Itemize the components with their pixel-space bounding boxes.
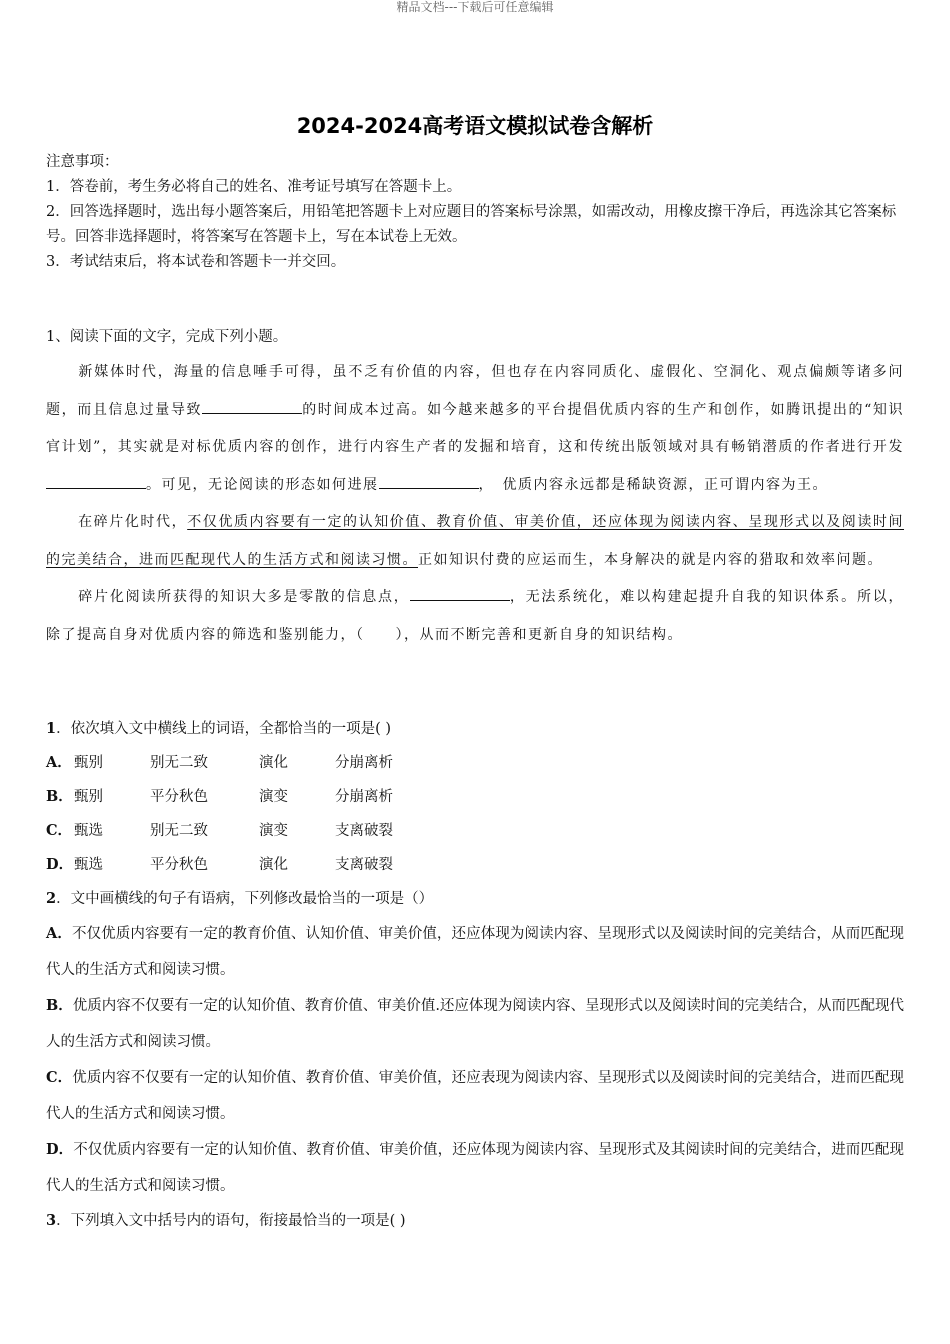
option-word: 甄别 (74, 789, 103, 805)
option-word: 平分秋色 (150, 857, 208, 873)
option-text: 优质内容不仅要有一定的认知价值、教育价值、审美价值，还应表现为阅读内容、呈现形式以及阅读时间的完美结合，进而匹配现代人的生活方式和阅读习惯。 (46, 1070, 904, 1122)
option-word: 演化 (259, 755, 288, 771)
question-3-stem (46, 1204, 904, 1238)
option-word: 甄选 (74, 823, 103, 839)
option-word: 别无二致 (150, 755, 208, 771)
question-1-option-a[interactable] (46, 746, 904, 780)
option-label: C． (46, 1069, 73, 1086)
notice-section (46, 150, 906, 275)
question-number: 1 (46, 720, 57, 737)
notice-item: 1．答卷前，考生务必将自己的姓名、准考证号填写在答题卡上。 (46, 179, 462, 195)
option-word: 支离破裂 (335, 857, 393, 873)
fill-blank (379, 472, 479, 489)
page-title: 2024-2024高考语文模拟试卷含解析 (296, 114, 654, 138)
passage-paragraph-3 (46, 579, 904, 654)
notice-heading: 注意事项： (46, 154, 119, 170)
passage-text: ，无法系统化，难以构建起提升自我的知识体系。所以，除了提高自身对优质内容的筛选和鉴别能力，（ ），从而不断完善和更新自身的知识结构。 (46, 589, 905, 643)
question-1-stem (46, 712, 904, 746)
passage-paragraph-1 (46, 354, 904, 504)
passage-text: 碎片化阅读所获得的知识大多是零散的信息点， (78, 589, 410, 605)
option-label: D． (46, 856, 74, 873)
passage-text: 新媒体时代，海量的信息唾手可得，虽不乏有价值的内容，但也存在内容同质化、虚假化、空洞化、观点偏颇等诸多问题，而且信息过量导致 (46, 364, 904, 418)
option-word: 演化 (259, 857, 288, 873)
option-text: 不仅优质内容要有一定的认知价值、教育价值、审美价值，还应体现为阅读内容、呈现形式及其阅读时间的完美结合，进而匹配现代人的生活方式和阅读习惯。 (46, 1142, 904, 1194)
question-2-option-d[interactable] (46, 1132, 904, 1204)
option-label: B． (46, 997, 73, 1014)
option-word: 别无二致 (150, 823, 208, 839)
question-2-stem (46, 882, 904, 916)
passage-text: 的时间成本过高。如今越来越多的平台提倡优质内容的生产和创作，如腾讯提出的“知识官计划”，其实就是对标优质内容的创作，进行内容生产者的发掘和培育，这和传统出版领域对具有畅销潜质的作者进行开发 (46, 401, 905, 455)
option-word: 平分秋色 (150, 789, 208, 805)
option-word: 演变 (259, 823, 288, 839)
underlined-sentence: 不仅优质内容要有一定的认知价值、教育价值、审美价值，还应体现为阅读内容、呈现形式以及阅读时间的完美结合，进而匹配现代人的生活方式和阅读习惯。 (46, 514, 905, 568)
option-label: A． (46, 925, 72, 942)
passage-text: 在碎片化时代， (78, 514, 188, 530)
fill-blank (202, 397, 302, 414)
question-text: ．依次填入文中横线上的词语，全都恰当的一项是( ) (56, 721, 392, 737)
question-1-option-b[interactable] (46, 780, 904, 814)
reading-section (46, 324, 904, 654)
questions-section (46, 712, 904, 1238)
option-text: 优质内容不仅要有一定的认知价值、教育价值、审美价值.还应体现为阅读内容、呈现形式以及阅读时间的完美结合，从而匹配现代人的生活方式和阅读习惯。 (46, 998, 904, 1050)
question-1-option-d[interactable] (46, 848, 904, 882)
question-text: ．文中画横线的句子有语病，下列修改最恰当的一项是（） (56, 891, 434, 907)
option-label: A． (46, 754, 72, 771)
option-text: 不仅优质内容要有一定的教育价值、认知价值、审美价值，还应体现为阅读内容、呈现形式以及阅读时间的完美结合，从而匹配现代人的生活方式和阅读习惯。 (46, 926, 904, 978)
fill-blank (46, 472, 146, 489)
option-word: 支离破裂 (335, 823, 393, 839)
passage-text: ， 优质内容永远都是稀缺资源，正可谓内容为王。 (478, 476, 828, 493)
question-2-option-b[interactable] (46, 988, 904, 1060)
question-1-option-c[interactable] (46, 814, 904, 848)
passage-paragraph-2 (46, 504, 904, 579)
question-number: 2 (46, 890, 57, 907)
notice-item: 3．考试结束后，将本试卷和答题卡一并交回。 (46, 254, 346, 270)
fill-blank (410, 584, 510, 601)
question-2-option-c[interactable] (46, 1060, 904, 1132)
question-2-option-a[interactable] (46, 916, 904, 988)
question-text: ．下列填入文中括号内的语句，衔接最恰当的一项是( ) (56, 1213, 406, 1229)
notice-item: 2．回答选择题时，选出每小题答案后，用铅笔把答题卡上对应题目的答案标号涂黑，如需改动，用橡皮擦干净后，再选涂其它答案标号。回答非选择题时，将答案写在答题卡上，写在本试卷上无效。 (46, 204, 897, 245)
passage-text: 正如知识付费的应运而生，本身解决的就是内容的猎取和效率问题。 (418, 551, 883, 568)
passage-text: 。可见，无论阅读的形态如何进展 (146, 476, 379, 493)
section-heading: 1、阅读下面的文字，完成下列小题。 (46, 329, 288, 345)
option-label: B． (46, 788, 73, 805)
question-number: 3 (46, 1212, 57, 1229)
option-label: D． (46, 1141, 74, 1158)
option-word: 分崩离析 (335, 789, 393, 805)
option-word: 分崩离析 (335, 755, 393, 771)
option-label: C． (46, 822, 73, 839)
option-word: 甄选 (74, 857, 103, 873)
page-watermark: 精品文档---下载后可任意编辑 (396, 0, 554, 14)
option-word: 演变 (259, 789, 288, 805)
option-word: 甄别 (74, 755, 103, 771)
